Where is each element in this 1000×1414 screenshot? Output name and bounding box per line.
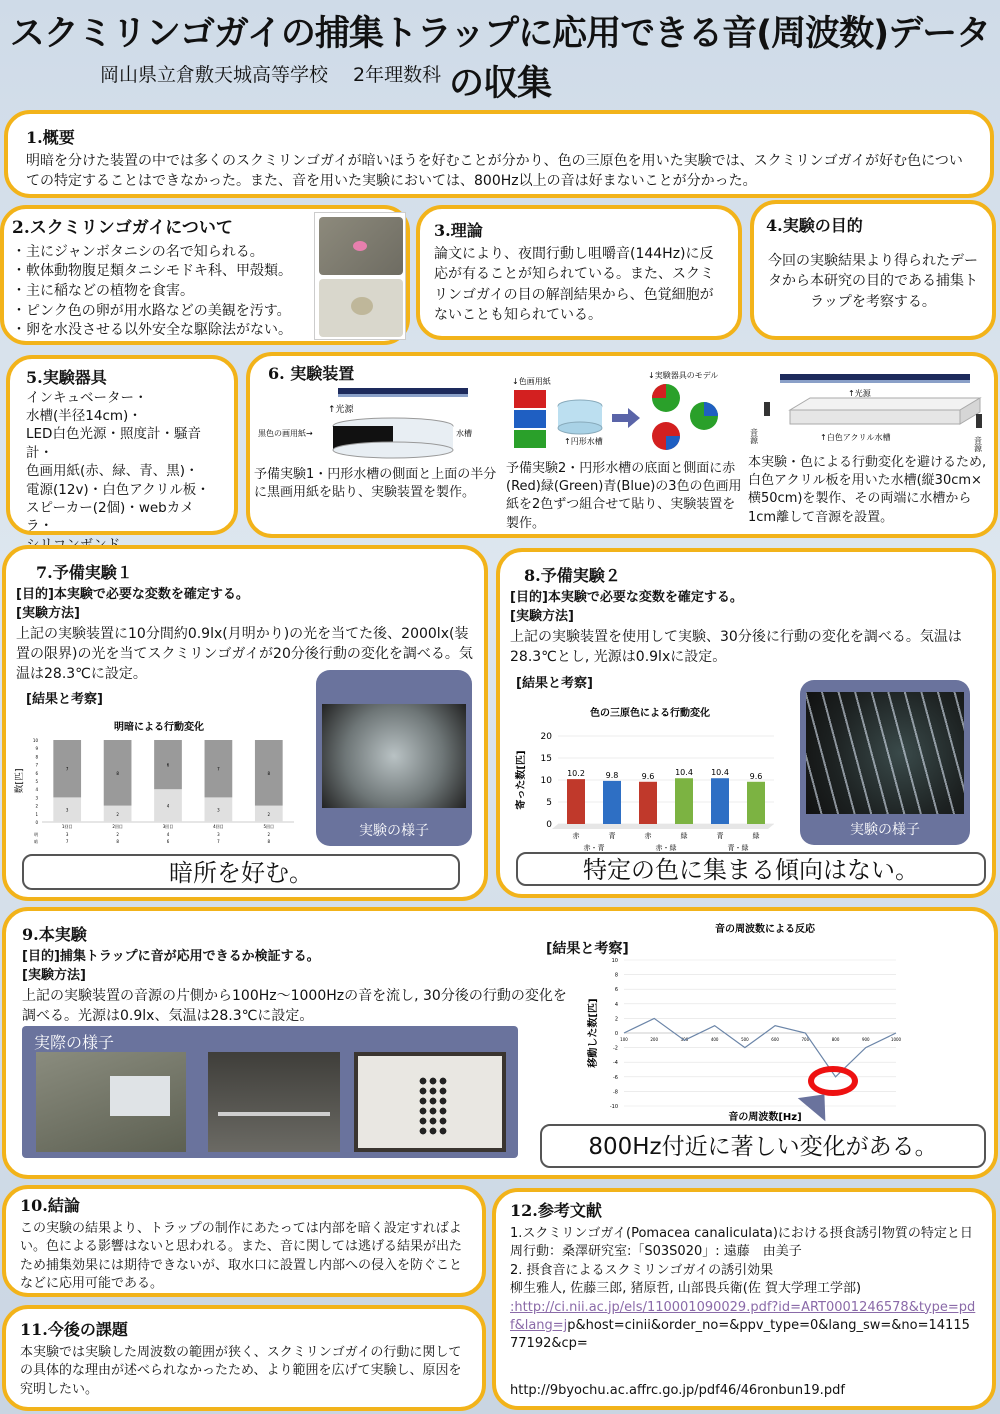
section-heading: 7.予備実験１ xyxy=(36,563,133,582)
x-tick-label: 2回目 xyxy=(112,824,123,829)
bar-value-label: 4 xyxy=(166,803,170,809)
section-heading: 9.本実験 xyxy=(22,925,87,944)
conclusion-main: 800Hz付近に著しい変化がある。 xyxy=(540,1124,986,1168)
conclusion-prelim-1: 暗所を好む。 xyxy=(22,854,460,890)
y-tick-label: 2 xyxy=(614,1016,618,1023)
x-tick-label: 緑 xyxy=(680,832,688,840)
conclusion-prelim-2: 特定の色に集まる傾向はない。 xyxy=(516,852,986,886)
chart-title: 色の三原色による行動変化 xyxy=(590,708,710,719)
snail-photo xyxy=(314,212,406,340)
group-label: 赤・青 xyxy=(583,844,605,852)
y-tick-label: 6 xyxy=(614,987,618,994)
y-tick-label: -6 xyxy=(613,1074,618,1081)
y-tick-label: 20 xyxy=(540,732,552,742)
y-tick-label: -4 xyxy=(613,1060,618,1067)
y-axis-label: 移動した数[匹] xyxy=(588,998,599,1068)
light-label: ↑光源 xyxy=(328,405,354,415)
y-tick-label: 3 xyxy=(35,795,38,801)
method-label: [実験方法] xyxy=(510,609,574,625)
section-future xyxy=(2,1305,486,1411)
table-cell: 3 xyxy=(65,832,69,837)
reference-2: 2. 摂食音によるスクミリンゴガイの誘引効果 xyxy=(510,1262,774,1278)
x-tick-label: 緑 xyxy=(752,832,760,840)
blue-paper xyxy=(514,410,546,428)
table-cell: 8 xyxy=(267,839,271,844)
table-cell: 2 xyxy=(267,832,271,837)
section-references xyxy=(492,1188,996,1410)
y-tick-label: 4 xyxy=(35,787,38,793)
bar-value-label: 8 xyxy=(267,770,271,776)
y-tick-label: -8 xyxy=(613,1089,618,1096)
sound-source-right: 音源 xyxy=(973,436,983,452)
list-item: 水槽(半径14cm)・ xyxy=(26,408,142,425)
y-tick-label: 6 xyxy=(35,770,38,776)
x-tick-label: 青 xyxy=(608,832,616,840)
section-heading: 2.スクミリンゴガイについて xyxy=(12,218,233,238)
y-tick-label: 9 xyxy=(35,746,38,752)
rgb-color-chart xyxy=(510,706,780,856)
apparatus-desc-2: 予備実験2・円形水槽の底面と側面に赤(Red)緑(Green)青(Blue)の3色の色画用紙を2色ずつ組合せて貼り、実験装置を製作。 xyxy=(506,461,742,531)
legend-label: 明 xyxy=(34,832,38,837)
x-tick-label: 赤 xyxy=(572,832,580,840)
x-tick-label: 200 xyxy=(650,1037,659,1042)
y-tick-label: 5 xyxy=(35,779,38,784)
section-heading: 1.概要 xyxy=(26,128,75,147)
section-body: この実験の結果より、トラップの制作にあたっては内部を暗く設定すればよい。色による影響はないと思われる。また、音に関しては逃げる結果が出たため捕集効果には期待できないが、取水口に設置し内部への侵入を防ぐことなどに応用可能である。 xyxy=(20,1220,463,1292)
section-body: 今回の実験結果より得られたデータから本研究の目的である捕集トラップを考察する。 xyxy=(768,253,978,310)
photo-caption: 実験の様子 xyxy=(359,823,429,839)
table-cell: 4 xyxy=(166,832,170,837)
result-label: [結果と考察] xyxy=(26,691,103,707)
section-purpose xyxy=(750,200,996,340)
light-label: ↑光源 xyxy=(848,389,871,398)
y-tick-label: 7 xyxy=(35,762,38,768)
section-overview xyxy=(4,110,994,198)
reference-2-authors: 柳生雅人, 佐藤三郎, 猪原哲, 山部畏兵衛(佐 賀大学理工学部) xyxy=(510,1281,862,1297)
y-tick-label: -2 xyxy=(613,1045,618,1052)
setup-photo-2 xyxy=(208,1052,340,1152)
reference-2-link-rest: p&host=cinii&order_no=&ppv_type=0&lang_sw=&no=1411577192&cp= xyxy=(510,1317,970,1352)
bar xyxy=(747,782,765,824)
y-tick-label: 1 xyxy=(35,811,38,817)
list-item: インキュベーター・ xyxy=(26,389,148,406)
bar xyxy=(603,781,621,824)
section-equipment xyxy=(6,355,238,535)
x-tick-label: 400 xyxy=(710,1037,719,1042)
y-tick-label: 4 xyxy=(614,1001,618,1008)
apparatus-desc-1: 予備実験1・円形水槽の側面と上面の半分に黒画用紙を貼り、実験装置を製作。 xyxy=(254,467,497,501)
poster-title: スクミリンゴガイの捕集トラップに応用できる音(周波数)データの収集 xyxy=(9,14,991,104)
frequency-chart xyxy=(580,920,920,1130)
bar xyxy=(711,778,729,824)
y-tick-label: 15 xyxy=(540,754,552,764)
bar-value-label: 2 xyxy=(267,811,271,817)
x-tick-label: 100 xyxy=(620,1037,628,1042)
list-item: ・卵を水没させる以外安全な駆除法がない。 xyxy=(12,322,292,339)
x-tick-label: 800 xyxy=(831,1037,840,1042)
list-item: ・軟体動物腹足類タニシモドキ科、甲殻類。 xyxy=(12,263,292,280)
method-text: 上記の実験装置に10分間約0.9lx(月明かり)の光を当てた後、2000lx(装置の限界)の光を当てスクミリンゴガイが20分後行動の変化を調べる。気温は28.3℃に設定。 xyxy=(16,625,473,683)
list-item: ・主にジャンボタニシの名で知られる。 xyxy=(12,243,264,260)
method-text: 上記の実験装置を使用して実験、30分後に行動の変化を調べる。気温は28.3℃とし, 光源は0.9lxに設定。 xyxy=(510,628,962,666)
result-label: [結果と考察] xyxy=(516,676,593,692)
section-body: 本実験では実験した周波数の範囲が狭く、スクミリンゴガイの行動に関しての具体的な理由が述べられなかったため、より範囲を広げて実験し、原因を究明したい。 xyxy=(20,1344,462,1397)
method-label: [実験方法] xyxy=(16,606,80,622)
section-heading: 12.参考文献 xyxy=(510,1201,602,1220)
purpose-text: [目的]本実験で必要な変数を確定する。 xyxy=(16,587,249,603)
snail-cluster xyxy=(418,1076,448,1136)
purpose-text: [目的]捕集トラップに音が応用できるか検証する。 xyxy=(22,949,320,965)
method-text: 上記の実験装置の音源の片側から100Hz～1000Hzの音を流し, 30分後の行動の変化を調べる。光源は0.9lx、気温は28.3℃に設定。 xyxy=(22,987,567,1025)
table-cell: 6 xyxy=(166,839,170,844)
bar-value-label: 3 xyxy=(65,807,69,813)
method-label: [実験方法] xyxy=(22,968,86,984)
chart-floor xyxy=(552,824,774,829)
apparatus-diagram-2 xyxy=(508,370,748,460)
y-tick-label: 10 xyxy=(32,738,38,743)
arrow-right xyxy=(612,408,640,428)
y-axis-label: 数[匹] xyxy=(15,768,25,794)
section-heading: 4.実験の目的 xyxy=(766,216,863,235)
chart-title: 明暗による行動変化 xyxy=(114,722,204,733)
x-axis-label: 音の周波数[Hz] xyxy=(728,1112,802,1123)
experiment-photo xyxy=(806,692,964,814)
section-conclusion xyxy=(2,1185,486,1297)
x-tick-label: 300 xyxy=(680,1037,689,1042)
photo-card-prelim-1 xyxy=(316,670,472,846)
red-paper xyxy=(514,390,546,408)
list-item: 色画用紙(赤、緑、青、黒)・ xyxy=(26,463,199,480)
y-tick-label: 0 xyxy=(614,1031,618,1037)
table-cell: 2 xyxy=(116,832,119,837)
setup-photo-3 xyxy=(354,1052,506,1152)
y-tick-label: 0 xyxy=(35,820,38,825)
x-tick-label: 3回目 xyxy=(162,824,174,829)
section-heading: 6. 実験装置 xyxy=(268,364,355,383)
apparatus-diagram-3 xyxy=(750,366,990,456)
table-cell: 3 xyxy=(217,832,220,837)
photo-caption-top: 実際の様子 xyxy=(34,1033,115,1052)
acrylic-tank-label: ↑白色アクリル水槽 xyxy=(820,433,891,442)
x-tick-label: 赤 xyxy=(644,832,652,840)
bar-value-label: 3 xyxy=(217,807,220,813)
section-heading: 10.結論 xyxy=(20,1196,80,1215)
reference-3: http://9byochu.ac.affrc.go.jp/pdf46/46ronbun19.pdf xyxy=(510,1382,845,1398)
color-paper-label: ↓色画用紙 xyxy=(512,377,551,386)
x-tick-label: 500 xyxy=(741,1037,749,1042)
table-cell: 7 xyxy=(65,839,69,844)
list-item: 電源(12v)・白色アクリル板・ xyxy=(26,481,210,498)
tank-label: 水槽 xyxy=(456,429,472,438)
snail-shell-photo xyxy=(319,279,403,337)
y-tick-label: 5 xyxy=(546,798,552,808)
x-tick-label: 青 xyxy=(716,832,724,840)
reference-2-link[interactable]: :http://ci.nii.ac.jp/els/110001090029.pdf?id=ART0001246578&type=pdf&lang=j xyxy=(510,1299,976,1333)
legend-label: 暗 xyxy=(34,839,38,844)
led-strips xyxy=(806,692,964,814)
section-apparatus xyxy=(246,352,998,538)
section-heading: 8.予備実験２ xyxy=(524,566,621,585)
reference-1: 1.スクミリンゴガイ(Pomacea canaliculata)における摂食誘引物質の特定と日周行動：桑澤研究室:「S03S020」: 遠藤 由美子 xyxy=(510,1225,973,1260)
section-heading: 11.今後の課題 xyxy=(20,1320,128,1339)
section-theory xyxy=(416,205,742,340)
x-tick-label: 900 xyxy=(861,1037,870,1042)
bar xyxy=(567,779,585,824)
shell xyxy=(351,297,373,315)
laptop xyxy=(110,1076,170,1116)
experiment-photo xyxy=(322,704,466,808)
list-item: スピーカー(2個)・webカメラ・ xyxy=(26,499,194,535)
x-tick-label: 4回目 xyxy=(213,824,224,829)
photo-card-prelim-2 xyxy=(800,680,970,845)
bar-value-label: 2 xyxy=(116,811,119,817)
bar-value-label: 7 xyxy=(65,766,69,772)
y-tick-label: 10 xyxy=(540,776,552,786)
list-item: LED白色光源・照度計・騒音計・ xyxy=(26,426,201,461)
x-tick-label: 1000 xyxy=(890,1037,902,1042)
section-heading: 3.理論 xyxy=(434,221,483,240)
x-tick-label: 1回目 xyxy=(61,824,73,829)
y-axis-label: 寄った数[匹] xyxy=(516,750,527,810)
photo-card-main xyxy=(22,1026,518,1158)
group-label: 赤・緑 xyxy=(655,844,677,852)
green-paper xyxy=(514,430,546,448)
egg-mass xyxy=(353,241,367,251)
x-tick-label: 700 xyxy=(801,1037,810,1042)
snail-egg-photo xyxy=(319,217,403,275)
table-cell: 7 xyxy=(217,839,220,844)
apparatus-desc-3: 本実験・色による行動変化を避けるため, 白色アクリル板を用いた水槽(縦30cm×横50cm)を製作、その両端に水槽から1cm離して音源を設置。 xyxy=(748,455,987,525)
y-tick-label: 8 xyxy=(614,972,618,979)
black-paper-label: 黒色の画用紙→ xyxy=(258,429,313,438)
section-heading: 5.実験器具 xyxy=(26,368,107,387)
bar xyxy=(639,782,657,824)
bar-value-label: 10.2 xyxy=(567,769,585,779)
y-tick-label: 10 xyxy=(611,958,618,964)
list-item: ・主に稲などの植物を食害。 xyxy=(12,282,194,299)
bar-value-label: 10.4 xyxy=(711,768,729,778)
purpose-text: [目的]本実験で必要な変数を確定する。 xyxy=(510,590,743,606)
round-tank-label: ↑円形水槽 xyxy=(564,437,603,446)
sound-source-left: 音源 xyxy=(749,428,759,444)
shelf xyxy=(218,1112,330,1116)
section-body: 明暗を分けた装置の中では多くのスクミリンゴガイが暗いほうを好むことが分かり、色の三原色を用いた実験では、スクミリンゴガイが好む色についての特定することはできなかった。また、音を用いた実験においては、800Hz以上の音は好まないことが分かった。 xyxy=(26,153,963,190)
result-label: [結果と考察] xyxy=(546,941,629,957)
list-item: ・ピンク色の卵が用水路などの美観を汚す。 xyxy=(12,302,291,319)
school-name: 岡山県立倉敷天城高等学校 2年理数科 xyxy=(100,64,442,86)
group-label: 青・緑 xyxy=(727,844,749,852)
y-tick-label: 2 xyxy=(35,803,38,809)
x-tick-label: 5回目 xyxy=(263,824,275,829)
bar-value-label: 7 xyxy=(217,766,220,772)
x-tick-label: 600 xyxy=(771,1037,779,1042)
bar-value-label: 6 xyxy=(166,762,170,768)
y-tick-label: 0 xyxy=(546,820,552,830)
setup-photo-1 xyxy=(36,1052,186,1152)
chart-title: 音の周波数による反応 xyxy=(715,924,815,935)
photo-caption: 実験の様子 xyxy=(850,822,920,838)
table-cell: 8 xyxy=(116,839,119,844)
bar-value-label: 9.6 xyxy=(749,771,763,781)
bar xyxy=(675,778,693,824)
bar-value-label: 8 xyxy=(116,770,119,776)
model-label: ↓実験器具のモデル xyxy=(648,371,719,380)
bar-value-label: 9.8 xyxy=(605,770,619,780)
light-dark-chart xyxy=(14,718,304,850)
y-tick-label: -10 xyxy=(609,1104,618,1110)
reference-2-url xyxy=(510,1299,978,1354)
apparatus-diagram-1 xyxy=(258,384,488,464)
bar-value-label: 10.4 xyxy=(675,768,693,778)
y-tick-label: 8 xyxy=(35,754,38,760)
bar-value-label: 9.6 xyxy=(641,771,655,781)
section-body: 論文により、夜間行動し咀嚼音(144Hz)に反応が有ることが知られている。また、スクミリンゴガイの目の解剖結果から、色覚細胞がないことも知られている。 xyxy=(434,246,714,324)
